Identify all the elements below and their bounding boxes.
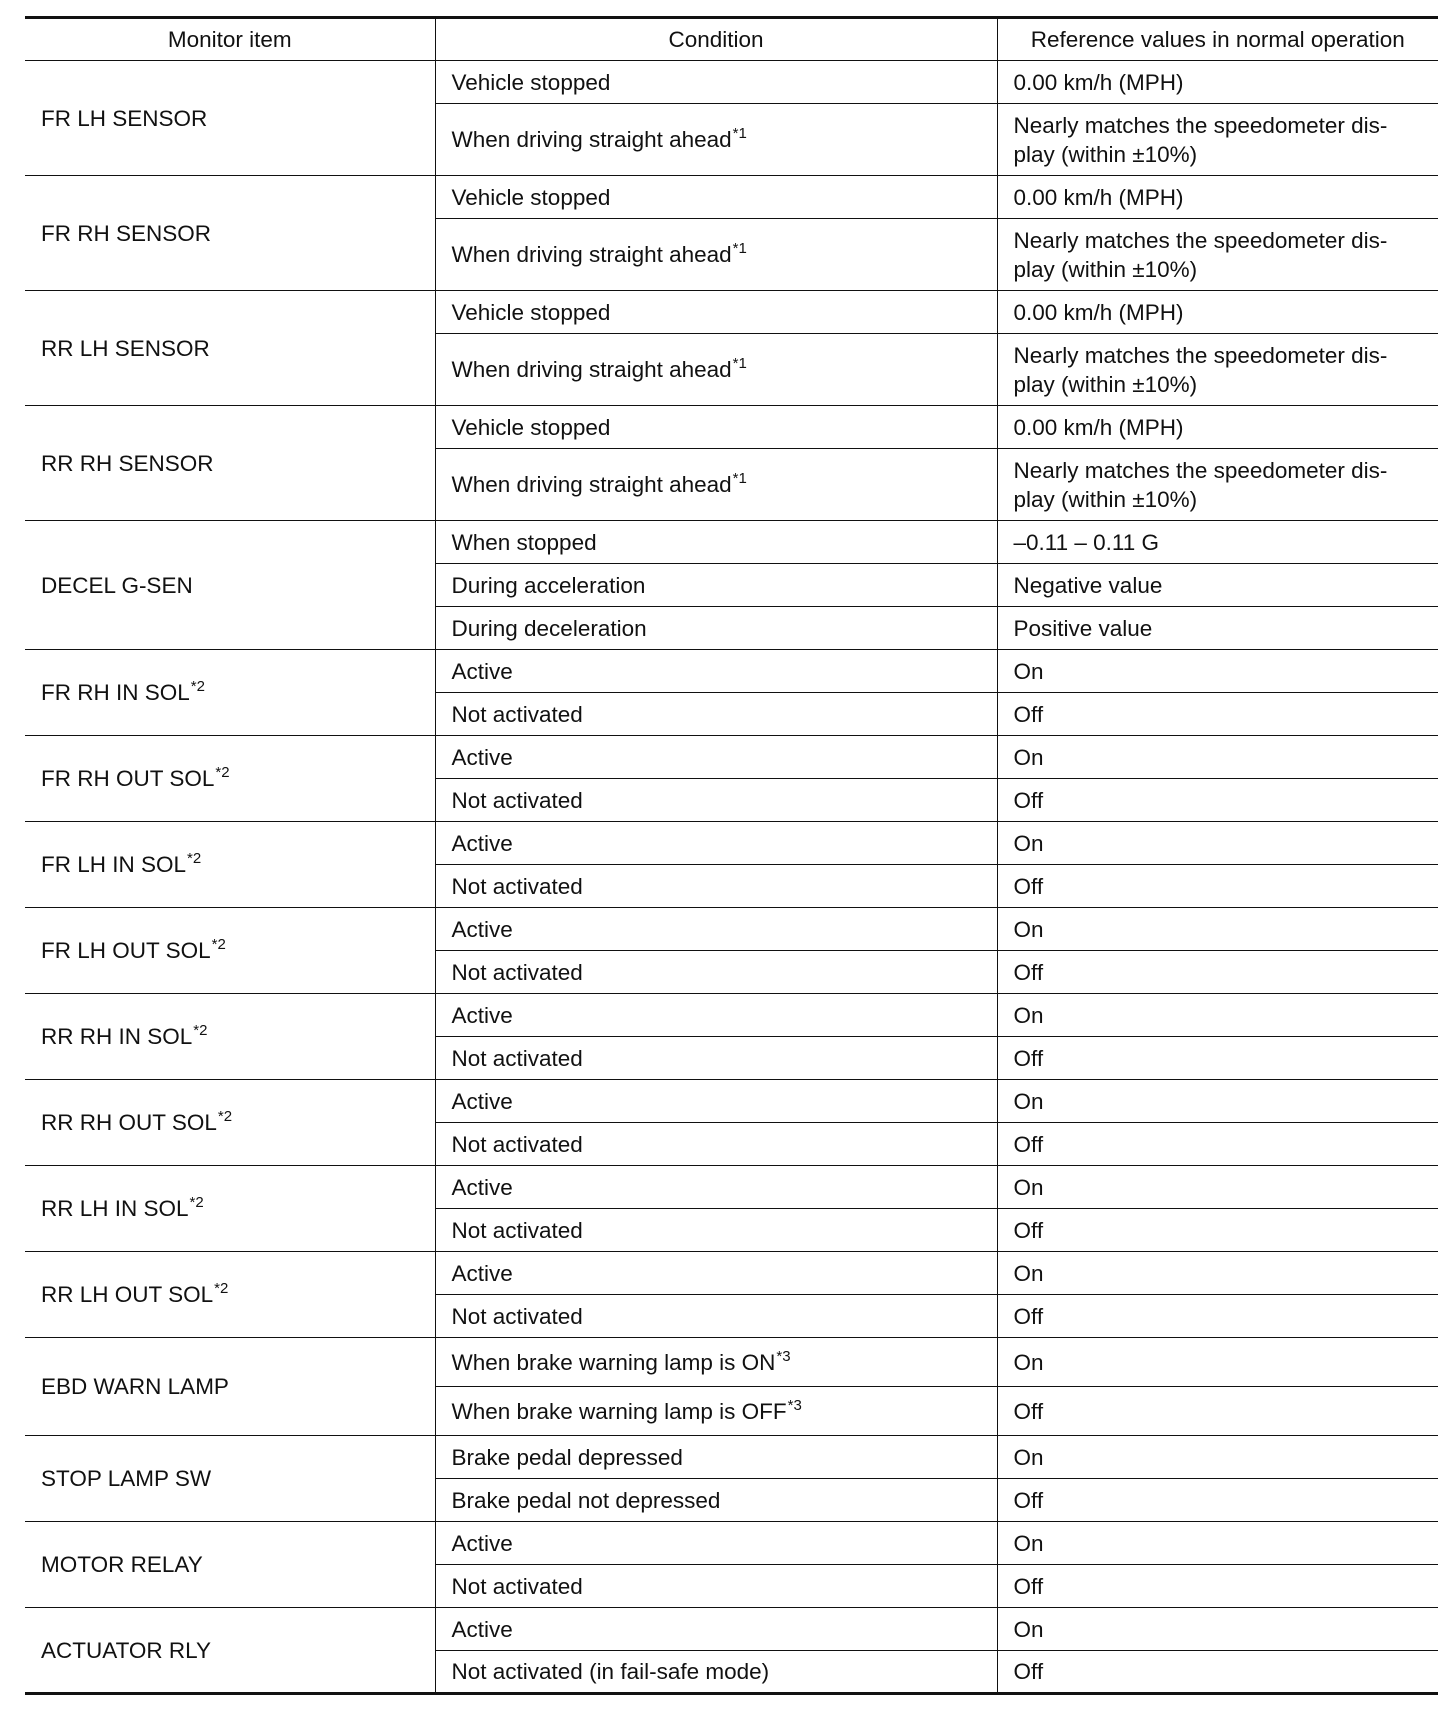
reference-value-label: Positive value	[1013, 615, 1153, 641]
condition-cell	[435, 1080, 997, 1123]
reference-value-cell	[997, 1252, 1438, 1295]
monitor-item-cell	[25, 1252, 435, 1338]
reference-value-cell	[997, 1608, 1438, 1651]
reference-value-cell	[997, 1295, 1438, 1338]
monitor-item-label: FR RH OUT SOL	[41, 766, 215, 791]
condition-label: Active	[451, 744, 513, 770]
condition-label: Active	[451, 658, 513, 684]
monitor-item-label: DECEL G-SEN	[41, 572, 193, 598]
reference-value-label: 0.00 km/h (MPH)	[1013, 299, 1184, 325]
reference-value-cell	[997, 1037, 1438, 1080]
condition-label: Not activated	[451, 1303, 583, 1329]
condition-label: Not activated	[451, 873, 583, 899]
header-condition: Condition	[435, 18, 997, 61]
monitor-item-label: FR RH SENSOR	[41, 220, 212, 246]
monitor-item-cell	[25, 1436, 435, 1522]
footnote-marker: *1	[732, 355, 747, 372]
reference-value-label: Off	[1013, 1045, 1044, 1071]
reference-value-label: Nearly matches the speedometer dis-play (within ±10%)	[1013, 112, 1388, 167]
footnote-marker: *1	[732, 470, 747, 487]
condition-label: Active	[451, 916, 513, 942]
table-row	[25, 1252, 1438, 1295]
reference-value-label: Off	[1013, 1303, 1044, 1329]
monitor-item-label: RR RH OUT SOL	[41, 1110, 217, 1135]
monitor-item-cell	[25, 521, 435, 650]
condition-label: Active	[451, 1530, 513, 1556]
condition-cell	[435, 564, 997, 607]
reference-value-cell	[997, 1436, 1438, 1479]
monitor-item-label: RR LH SENSOR	[41, 335, 210, 361]
footnote-marker: *3	[776, 1347, 791, 1365]
monitor-item-cell	[25, 994, 435, 1080]
reference-value-cell	[997, 908, 1438, 951]
monitor-item-cell	[25, 1080, 435, 1166]
table-row	[25, 1608, 1438, 1651]
reference-value-cell	[997, 779, 1438, 822]
condition-label: Not activated	[451, 1045, 583, 1071]
reference-value-label: Off	[1013, 1573, 1044, 1599]
condition-label: Active	[451, 830, 513, 856]
table-row	[25, 1166, 1438, 1209]
table-row	[25, 1338, 1438, 1387]
monitor-item-label: FR RH IN SOL	[41, 680, 190, 705]
condition-label: When brake warning lamp is OFF	[451, 1398, 787, 1424]
footnote-marker: *3	[787, 1396, 802, 1414]
monitor-item-cell	[25, 908, 435, 994]
condition-cell	[435, 104, 997, 176]
condition-label: Active	[451, 1260, 513, 1286]
reference-value-label: Nearly matches the speedometer dis-play (within ±10%)	[1013, 457, 1388, 512]
reference-value-cell	[997, 1123, 1438, 1166]
condition-cell	[435, 994, 997, 1037]
reference-value-cell	[997, 291, 1438, 334]
reference-value-cell	[997, 1565, 1438, 1608]
monitor-item-label: MOTOR RELAY	[41, 1552, 203, 1577]
monitor-item-cell	[25, 822, 435, 908]
table-row	[25, 736, 1438, 779]
monitor-item-label: RR LH IN SOL	[41, 1196, 189, 1221]
condition-label: Not activated	[451, 701, 583, 727]
reference-value-label: 0.00 km/h (MPH)	[1013, 414, 1184, 440]
condition-cell	[435, 1252, 997, 1295]
condition-label: When driving straight ahead	[451, 242, 732, 267]
reference-value-label: On	[1013, 916, 1044, 942]
reference-value-label: On	[1013, 1444, 1044, 1470]
reference-value-cell	[997, 736, 1438, 779]
reference-value-label: On	[1013, 744, 1044, 770]
reference-value-label: On	[1013, 1530, 1044, 1556]
condition-cell	[435, 1387, 997, 1436]
monitor-item-label: STOP LAMP SW	[41, 1466, 212, 1491]
footnote-marker: *2	[187, 850, 202, 867]
table-row	[25, 1522, 1438, 1565]
condition-label: Vehicle stopped	[451, 184, 611, 210]
condition-cell	[435, 1436, 997, 1479]
monitor-item-label: FR LH IN SOL	[41, 852, 187, 877]
reference-value-cell	[997, 693, 1438, 736]
reference-value-label: 0.00 km/h (MPH)	[1013, 69, 1184, 95]
condition-cell	[435, 693, 997, 736]
monitor-item-label: FR LH OUT SOL	[41, 938, 211, 963]
reference-value-cell	[997, 1209, 1438, 1252]
footnote-marker: *2	[214, 1280, 229, 1297]
condition-cell	[435, 1123, 997, 1166]
condition-label: Brake pedal not depressed	[451, 1487, 721, 1513]
reference-value-cell	[997, 449, 1438, 521]
reference-value-cell	[997, 1387, 1438, 1436]
condition-cell	[435, 607, 997, 650]
condition-cell	[435, 1565, 997, 1608]
footnote-marker: *2	[215, 764, 230, 781]
monitor-item-cell	[25, 1608, 435, 1694]
reference-value-label: Off	[1013, 701, 1044, 727]
footnote-marker: *2	[217, 1108, 233, 1125]
condition-label: Brake pedal depressed	[451, 1444, 683, 1470]
monitor-item-cell	[25, 1338, 435, 1436]
reference-value-cell	[997, 650, 1438, 693]
reference-value-label: Off	[1013, 787, 1044, 813]
monitor-item-cell	[25, 176, 435, 291]
monitor-item-label: RR RH SENSOR	[41, 450, 214, 476]
condition-cell	[435, 521, 997, 564]
condition-cell	[435, 908, 997, 951]
reference-value-cell	[997, 865, 1438, 908]
condition-label: During deceleration	[451, 615, 647, 641]
reference-value-cell	[997, 951, 1438, 994]
reference-value-cell	[997, 1080, 1438, 1123]
monitor-item-cell	[25, 1166, 435, 1252]
reference-value-cell	[997, 219, 1438, 291]
condition-cell	[435, 822, 997, 865]
monitor-item-cell	[25, 736, 435, 822]
condition-cell	[435, 61, 997, 104]
reference-value-label: On	[1013, 1616, 1044, 1642]
condition-cell	[435, 650, 997, 693]
reference-value-cell	[997, 61, 1438, 104]
condition-cell	[435, 449, 997, 521]
condition-label: Not activated	[451, 1573, 583, 1599]
condition-cell	[435, 1651, 997, 1694]
reference-value-cell	[997, 822, 1438, 865]
reference-value-label: Off	[1013, 1659, 1044, 1684]
condition-label: Not activated (in fail-safe mode)	[451, 1659, 770, 1684]
table-row	[25, 1080, 1438, 1123]
footnote-marker: *2	[190, 678, 205, 695]
table-row	[25, 908, 1438, 951]
table-header	[25, 18, 1438, 61]
condition-label: Vehicle stopped	[451, 299, 611, 325]
footnote-marker: *2	[193, 1022, 208, 1039]
monitor-item-label: FR LH SENSOR	[41, 105, 208, 131]
condition-cell	[435, 865, 997, 908]
condition-label: During acceleration	[451, 572, 646, 598]
footnote-marker: *1	[732, 240, 747, 257]
condition-label: Active	[451, 1616, 513, 1642]
reference-value-label: On	[1013, 1002, 1044, 1028]
reference-value-label: On	[1013, 830, 1044, 856]
table-row	[25, 650, 1438, 693]
footnote-marker: *2	[189, 1194, 204, 1211]
condition-cell	[435, 1037, 997, 1080]
table-row	[25, 1436, 1438, 1479]
header-row	[25, 18, 1438, 61]
condition-cell	[435, 1295, 997, 1338]
condition-label: When driving straight ahead	[451, 472, 732, 497]
reference-value-label: On	[1013, 1349, 1044, 1375]
condition-label: When brake warning lamp is ON	[451, 1349, 776, 1375]
monitor-item-label: RR LH OUT SOL	[41, 1282, 214, 1307]
reference-value-cell	[997, 564, 1438, 607]
reference-value-label: Off	[1013, 873, 1044, 899]
table-body	[25, 61, 1438, 1694]
reference-value-cell	[997, 104, 1438, 176]
header-monitor-item: Monitor item	[25, 18, 435, 61]
condition-label: Not activated	[451, 1217, 583, 1243]
reference-value-cell	[997, 1651, 1438, 1694]
table-row	[25, 176, 1438, 219]
monitor-item-cell	[25, 1522, 435, 1608]
condition-cell	[435, 779, 997, 822]
condition-cell	[435, 219, 997, 291]
reference-value-label: Off	[1013, 959, 1044, 985]
table-row	[25, 521, 1438, 564]
reference-value-cell	[997, 406, 1438, 449]
condition-cell	[435, 951, 997, 994]
condition-label: When driving straight ahead	[451, 357, 732, 382]
condition-cell	[435, 1166, 997, 1209]
reference-value-label: On	[1013, 1174, 1044, 1200]
reference-value-cell	[997, 176, 1438, 219]
condition-cell	[435, 1338, 997, 1387]
reference-value-label: Off	[1013, 1217, 1044, 1243]
condition-label: Vehicle stopped	[451, 69, 611, 95]
reference-value-cell	[997, 521, 1438, 564]
condition-label: Active	[451, 1088, 513, 1114]
reference-value-label: Off	[1013, 1487, 1044, 1513]
condition-label: When stopped	[451, 529, 597, 555]
condition-label: Active	[451, 1002, 513, 1028]
reference-value-label: Off	[1013, 1398, 1044, 1424]
reference-value-label: On	[1013, 658, 1044, 684]
monitor-item-label: ACTUATOR RLY	[41, 1637, 212, 1663]
reference-value-label: 0.00 km/h (MPH)	[1013, 184, 1184, 210]
monitor-item-cell	[25, 291, 435, 406]
condition-cell	[435, 406, 997, 449]
reference-value-label: On	[1013, 1088, 1044, 1114]
table-row	[25, 406, 1438, 449]
table-row	[25, 291, 1438, 334]
reference-value-cell	[997, 1338, 1438, 1387]
condition-cell	[435, 1209, 997, 1252]
monitor-item-cell	[25, 406, 435, 521]
monitor-item-label: RR RH IN SOL	[41, 1024, 193, 1049]
table-row	[25, 822, 1438, 865]
reference-value-label: Negative value	[1013, 572, 1163, 598]
header-reference-values: Reference values in normal operation	[997, 18, 1438, 61]
condition-cell	[435, 1479, 997, 1522]
condition-label: Active	[451, 1174, 513, 1200]
footnote-marker: *1	[732, 125, 747, 142]
condition-label: Not activated	[451, 787, 583, 813]
condition-label: Vehicle stopped	[451, 414, 611, 440]
reference-value-label: Off	[1013, 1131, 1044, 1157]
monitor-item-cell	[25, 650, 435, 736]
reference-value-label: On	[1013, 1260, 1044, 1286]
condition-label: When driving straight ahead	[451, 127, 732, 152]
condition-label: Not activated	[451, 1131, 583, 1157]
monitor-item-label: EBD WARN LAMP	[41, 1374, 229, 1399]
reference-value-cell	[997, 334, 1438, 406]
condition-cell	[435, 176, 997, 219]
condition-cell	[435, 1522, 997, 1565]
table-row	[25, 994, 1438, 1037]
reference-value-label: Nearly matches the speedometer dis-play (within ±10%)	[1013, 342, 1388, 397]
condition-cell	[435, 736, 997, 779]
footnote-marker: *2	[211, 936, 226, 953]
reference-value-cell	[997, 1166, 1438, 1209]
reference-values-table	[25, 16, 1438, 1695]
condition-cell	[435, 334, 997, 406]
reference-value-cell	[997, 607, 1438, 650]
reference-value-cell	[997, 994, 1438, 1037]
reference-value-cell	[997, 1522, 1438, 1565]
condition-cell	[435, 291, 997, 334]
table-row	[25, 61, 1438, 104]
condition-cell	[435, 1608, 997, 1651]
condition-label: Not activated	[451, 959, 583, 985]
reference-value-cell	[997, 1479, 1438, 1522]
reference-value-label: –0.11 – 0.11 G	[1013, 529, 1160, 555]
monitor-item-cell	[25, 61, 435, 176]
reference-value-label: Nearly matches the speedometer dis-play (within ±10%)	[1013, 227, 1388, 282]
